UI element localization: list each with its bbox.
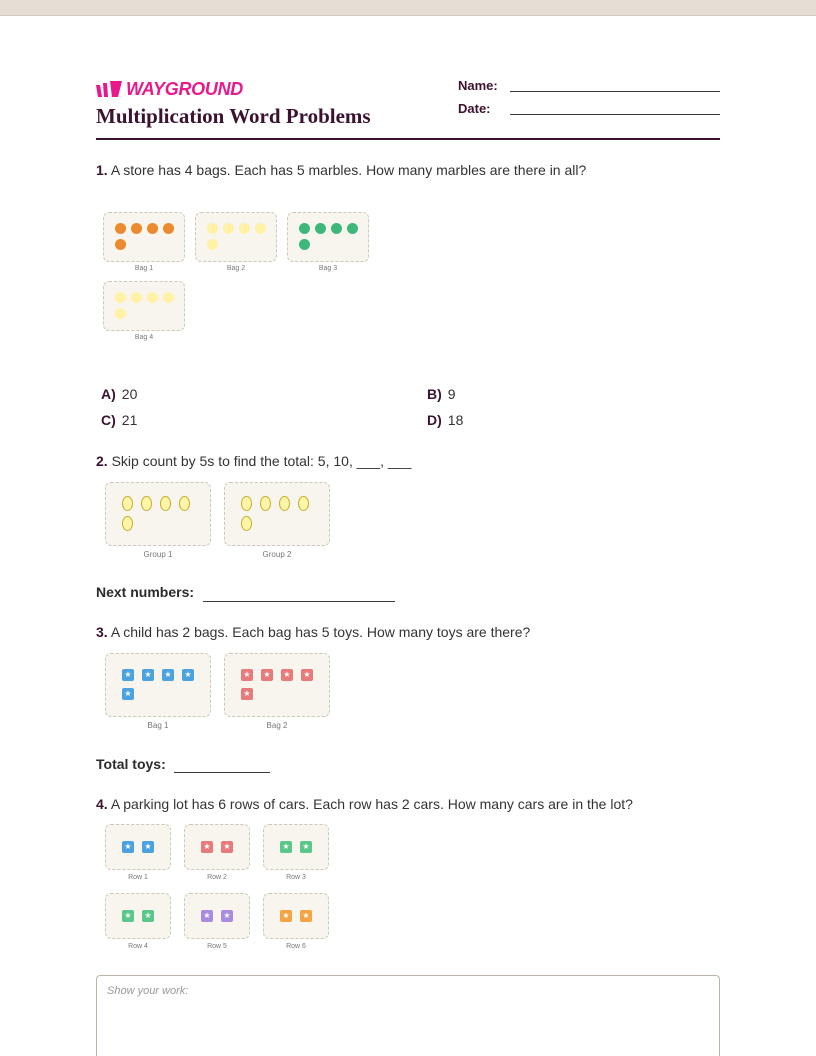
- answer-field[interactable]: [174, 772, 270, 773]
- bag-caption: Bag 2: [266, 721, 288, 730]
- car-icon: ★: [142, 910, 154, 922]
- toy-icon: ★: [281, 669, 293, 681]
- yellow-marble: [255, 223, 266, 234]
- row-box: [105, 893, 171, 939]
- option-value: 18: [447, 412, 464, 428]
- egg-icon: [160, 496, 171, 511]
- question-3: [96, 624, 530, 640]
- brand-name: WAYGROUND: [126, 78, 243, 99]
- option-value: 21: [121, 412, 138, 428]
- yellow-marble: [115, 308, 126, 319]
- row-box: [263, 893, 329, 939]
- bag-box: [103, 281, 185, 331]
- egg-icon: [141, 496, 152, 511]
- option-value: 20: [121, 386, 138, 402]
- toy-icon: ★: [122, 669, 134, 681]
- row-box: [263, 824, 329, 870]
- answer-label: Total toys:: [96, 756, 166, 772]
- orange-marble: [131, 223, 142, 234]
- egg-icon: [298, 496, 309, 511]
- bag-box: [224, 653, 330, 717]
- question-number: 4.: [96, 796, 108, 812]
- top-bar: [0, 0, 816, 16]
- green-marble: [299, 239, 310, 250]
- car-icon: ★: [201, 841, 213, 853]
- option-d[interactable]: [427, 412, 463, 428]
- bag-caption: Bag 1: [147, 721, 169, 730]
- show-work-box[interactable]: [96, 975, 720, 1056]
- yellow-marble: [163, 292, 174, 303]
- question-1: [96, 162, 586, 178]
- car-icon: ★: [221, 841, 233, 853]
- name-field[interactable]: [510, 91, 720, 92]
- group-box: [224, 482, 330, 546]
- option-c[interactable]: [101, 412, 137, 428]
- green-marble: [299, 223, 310, 234]
- bag-caption: Bag 1: [134, 265, 154, 272]
- brand-logo: [96, 79, 243, 99]
- row-caption: Row 4: [128, 943, 148, 950]
- car-icon: ★: [280, 910, 292, 922]
- option-b[interactable]: [427, 386, 456, 402]
- option-letter: D): [427, 412, 442, 428]
- orange-marble: [115, 223, 126, 234]
- yellow-marble: [207, 223, 218, 234]
- toy-icon: ★: [241, 669, 253, 681]
- yellow-marble: [147, 292, 158, 303]
- row-caption: Row 3: [286, 874, 306, 881]
- group-box: [105, 482, 211, 546]
- answer-label: Next numbers:: [96, 584, 195, 600]
- yellow-marble: [223, 223, 234, 234]
- bag-caption: Bag 2: [226, 265, 246, 272]
- question-text: A parking lot has 6 rows of cars. Each row has 2 cars. How many cars are in the lot?: [110, 796, 633, 812]
- toy-icon: ★: [122, 688, 134, 700]
- row-box: [184, 824, 250, 870]
- date-field[interactable]: [510, 114, 720, 115]
- toy-icon: ★: [241, 688, 253, 700]
- green-marble: [315, 223, 326, 234]
- question-number: 3.: [96, 624, 108, 640]
- car-icon: ★: [300, 910, 312, 922]
- bag-box: [103, 212, 185, 262]
- yellow-marble: [239, 223, 250, 234]
- bag-box: [105, 653, 211, 717]
- orange-marble: [115, 239, 126, 250]
- car-icon: ★: [122, 841, 134, 853]
- egg-icon: [122, 516, 133, 531]
- toy-icon: ★: [142, 669, 154, 681]
- header-divider: [96, 138, 720, 140]
- bag-box: [195, 212, 277, 262]
- car-icon: ★: [142, 841, 154, 853]
- group-caption: Group 2: [262, 550, 292, 559]
- row-caption: Row 2: [207, 874, 227, 881]
- toy-icon: ★: [301, 669, 313, 681]
- egg-icon: [260, 496, 271, 511]
- bag-box: [287, 212, 369, 262]
- row-box: [105, 824, 171, 870]
- show-work-label: Show your work:: [107, 985, 189, 997]
- page-title: Multiplication Word Problems: [96, 104, 371, 128]
- option-letter: C): [101, 412, 116, 428]
- name-label: Name:: [458, 78, 498, 93]
- egg-icon: [241, 516, 252, 531]
- question-number: 1.: [96, 162, 108, 178]
- car-icon: ★: [201, 910, 213, 922]
- toy-icon: ★: [162, 669, 174, 681]
- question-text: Skip count by 5s to find the total: 5, 10, ___, ___: [111, 453, 412, 469]
- car-icon: ★: [122, 910, 134, 922]
- answer-field[interactable]: [203, 601, 395, 602]
- toy-icon: ★: [182, 669, 194, 681]
- row-caption: Row 6: [286, 943, 306, 950]
- bag-caption: Bag 3: [318, 265, 338, 272]
- question-number: 2.: [96, 453, 108, 469]
- egg-icon: [179, 496, 190, 511]
- question-2: [96, 453, 411, 469]
- row-caption: Row 5: [207, 943, 227, 950]
- green-marble: [347, 223, 358, 234]
- date-label: Date:: [458, 101, 491, 116]
- car-icon: ★: [280, 841, 292, 853]
- egg-icon: [279, 496, 290, 511]
- egg-icon: [122, 496, 133, 511]
- option-letter: B): [427, 386, 442, 402]
- orange-marble: [163, 223, 174, 234]
- yellow-marble: [115, 292, 126, 303]
- yellow-marble: [131, 292, 142, 303]
- question-text: A store has 4 bags. Each has 5 marbles. How many marbles are there in all?: [110, 162, 587, 178]
- question-text: A child has 2 bags. Each bag has 5 toys. How many toys are there?: [110, 624, 531, 640]
- toy-icon: ★: [261, 669, 273, 681]
- green-marble: [331, 223, 342, 234]
- yellow-marble: [207, 239, 218, 250]
- row-caption: Row 1: [128, 874, 148, 881]
- option-letter: A): [101, 386, 116, 402]
- question-4: [96, 796, 633, 812]
- car-icon: ★: [300, 841, 312, 853]
- wayground-logo-icon: [96, 81, 122, 97]
- row-box: [184, 893, 250, 939]
- orange-marble: [147, 223, 158, 234]
- group-caption: Group 1: [143, 550, 173, 559]
- bag-caption: Bag 4: [134, 334, 154, 341]
- option-value: 9: [447, 386, 456, 402]
- car-icon: ★: [221, 910, 233, 922]
- egg-icon: [241, 496, 252, 511]
- option-a[interactable]: [101, 386, 137, 402]
